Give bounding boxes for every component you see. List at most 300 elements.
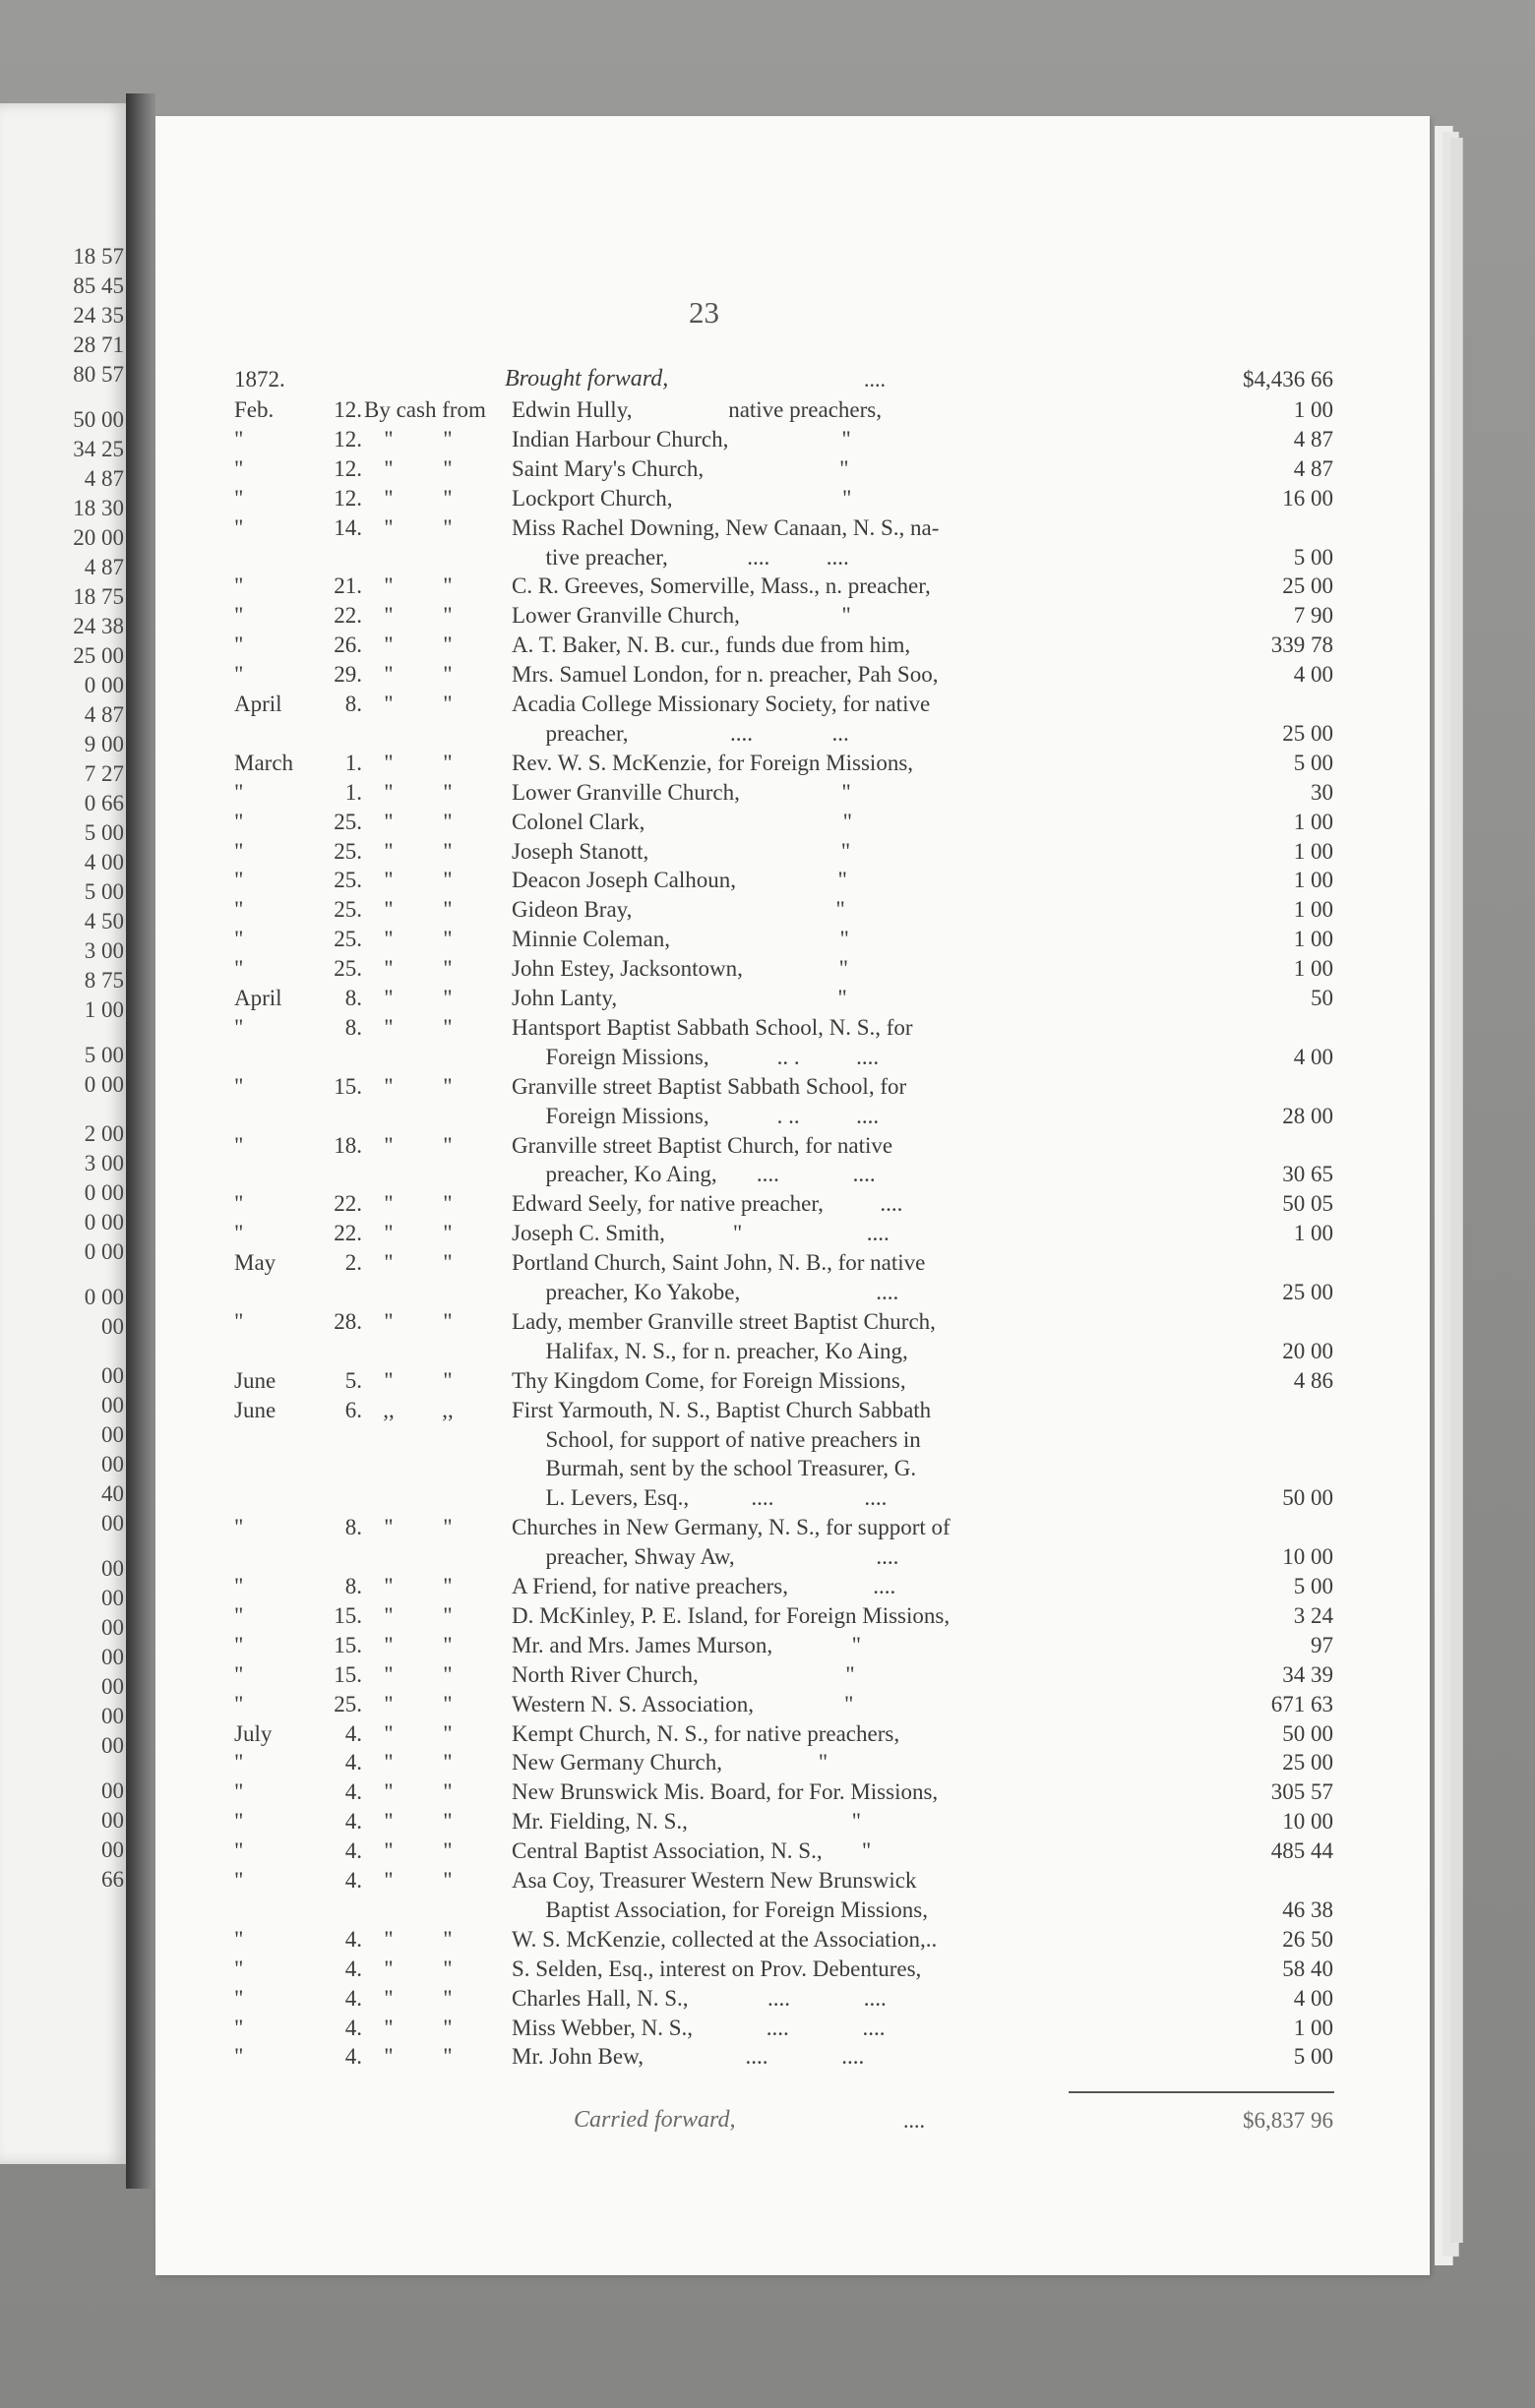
ledger-row (155, 1571, 1430, 1601)
entry-ditto: " (384, 1985, 394, 2011)
entry-description: Mr. and Mrs. James Murson, " (512, 1632, 862, 1657)
entry-ditto: " (384, 1515, 394, 1540)
entry-month: " (234, 1661, 244, 1687)
entry-month: " (234, 1515, 244, 1540)
entry-ditto: " (443, 1750, 453, 1776)
entry-ditto: " (443, 1602, 453, 1628)
entry-description: preacher, Shway Aw, .... (512, 1544, 899, 1570)
left-page-amount: 4 50 (84, 909, 124, 933)
ledger-row (155, 1159, 1430, 1189)
left-page-amount: 25 00 (73, 643, 124, 668)
entry-description: Gideon Bray, " (512, 897, 845, 923)
ledger-row (155, 1042, 1430, 1072)
entry-ditto: " (443, 986, 453, 1010)
entry-amount: 25 00 (1282, 1280, 1333, 1304)
entry-month: June (234, 1397, 276, 1422)
entry-day: 14. (334, 514, 362, 540)
entry-amount: 28 00 (1282, 1103, 1333, 1128)
entry-ditto: " (443, 779, 453, 805)
entry-ditto: " (384, 1014, 394, 1040)
entry-description: Saint Mary's Church, " (512, 455, 849, 481)
entry-ditto: " (443, 868, 453, 893)
entry-description: Lockport Church, " (512, 485, 852, 511)
entry-day: 4. (344, 2044, 362, 2070)
entry-description: Joseph Stanott, " (512, 838, 851, 864)
left-page-amount: 0 00 (84, 1072, 124, 1097)
left-page-amount: 0 00 (84, 1239, 124, 1264)
entry-description: S. Selden, Esq., interest on Prov. Debentures, (512, 1956, 922, 1981)
entry-month: " (234, 927, 244, 952)
entry-description: John Estey, Jacksontown, " (512, 956, 849, 982)
entry-description: Thy Kingdom Come, for Foreign Missions, (512, 1367, 906, 1393)
entry-description: L. Levers, Esq., .... .... (512, 1485, 888, 1511)
entry-description: John Lanty, " (512, 986, 847, 1010)
entry-month: " (234, 662, 244, 688)
entry-amount: 1 00 (1293, 838, 1333, 864)
entry-amount: 34 39 (1282, 1661, 1333, 1687)
entry-ditto: " (384, 809, 394, 834)
entry-description: tive preacher, .... .... (512, 544, 849, 570)
entry-ditto: " (384, 1632, 394, 1657)
entry-month: " (234, 632, 244, 658)
entry-day: 4. (344, 1809, 362, 1835)
left-page-amount: 40 (101, 1481, 124, 1506)
ledger-page (155, 116, 1430, 2275)
entry-description: North River Church, " (512, 1661, 855, 1687)
entry-ditto: " (443, 1515, 453, 1540)
entry-description: Western N. S. Association, " (512, 1691, 854, 1716)
entry-ditto: " (384, 455, 394, 481)
left-page-amount: 66 (101, 1867, 124, 1892)
entry-month: " (234, 1574, 244, 1598)
entry-ditto: " (384, 1868, 394, 1893)
entry-amount: 1 00 (1293, 2015, 1333, 2040)
entry-day: 5. (344, 1367, 362, 1393)
entry-amount: 4 00 (1293, 662, 1333, 688)
entry-ditto: " (443, 1809, 453, 1835)
entry-description: New Germany Church, " (512, 1750, 829, 1776)
entry-day: 8. (344, 692, 362, 716)
entry-amount: 339 78 (1270, 632, 1333, 658)
entry-description: Mrs. Samuel London, for n. preacher, Pah Soo, (512, 662, 939, 688)
entry-month: Feb. (234, 397, 275, 422)
ledger-row (155, 1101, 1430, 1131)
entry-day: 25. (334, 868, 362, 893)
entry-amount: 1 00 (1293, 927, 1333, 952)
left-page-amount: 00 (101, 1778, 124, 1803)
entry-day: 25. (334, 1691, 362, 1716)
entry-ditto: " (384, 573, 394, 599)
entry-amount: 1 00 (1293, 1221, 1333, 1246)
carried-forward-label: Carried forward, (574, 2107, 736, 2133)
entry-ditto: " (443, 956, 453, 982)
left-page-amount: 4 00 (84, 850, 124, 874)
left-page-amount: 24 35 (73, 303, 124, 328)
entry-day: 4. (344, 2015, 362, 2040)
year-label: 1872. (234, 367, 285, 391)
left-page-amount: 20 00 (73, 525, 124, 550)
left-page-amount: 1 00 (84, 997, 124, 1022)
entry-ditto: " (384, 1132, 394, 1158)
ledger-row (155, 1541, 1430, 1572)
carried-forward-amount: $6,837 96 (1243, 2108, 1333, 2133)
entry-day: 25. (334, 956, 362, 982)
entry-amount: 4 00 (1293, 1985, 1333, 2011)
entry-description: Indian Harbour Church, " (512, 426, 851, 452)
entry-amount: 50 00 (1282, 1720, 1333, 1746)
left-page-amount: 5 00 (84, 1043, 124, 1067)
entry-day: 15. (334, 1602, 362, 1628)
entry-month: " (234, 1191, 244, 1217)
entry-month: " (234, 603, 244, 629)
entry-ditto: " (384, 927, 394, 952)
left-page-amount: 00 (101, 1674, 124, 1699)
entry-description: Miss Rachel Downing, New Canaan, N. S., na- (512, 514, 940, 540)
ledger-row (155, 1482, 1430, 1513)
entry-description: Granville street Baptist Church, for native (512, 1132, 893, 1158)
book-gutter (126, 93, 155, 2189)
ledger-row (155, 1747, 1430, 1777)
left-page-amount: 34 25 (73, 437, 124, 461)
left-page-amount: 00 (101, 1363, 124, 1388)
entry-month: June (234, 1367, 276, 1393)
left-page-amount: 28 71 (73, 332, 124, 357)
left-page-amount: 00 (101, 1556, 124, 1581)
entry-ditto: " (443, 514, 453, 540)
entry-day: 6. (344, 1397, 362, 1422)
entry-month: " (234, 573, 244, 599)
ledger-row (155, 689, 1430, 719)
entry-month: " (234, 1221, 244, 1246)
entry-ditto: " (384, 1191, 394, 1217)
ledger-row (155, 1718, 1430, 1749)
entry-amount: 25 00 (1282, 1750, 1333, 1776)
entry-day: 8. (344, 1515, 362, 1540)
entry-month: " (234, 455, 244, 481)
entry-description: A. T. Baker, N. B. cur., funds due from him, (512, 632, 911, 658)
entry-amount: 1 00 (1293, 397, 1333, 422)
ledger-row (155, 1277, 1430, 1307)
entry-amount: 4 00 (1293, 1044, 1333, 1069)
entry-ditto: " (384, 692, 394, 716)
ledger-row (155, 1453, 1430, 1483)
entry-day: 29. (334, 662, 362, 688)
ledger-row (155, 1600, 1430, 1631)
left-page-amount: 00 (101, 1615, 124, 1640)
entry-month: " (234, 1985, 244, 2011)
entry-ditto: ,, (442, 1397, 454, 1422)
entry-day: 1. (344, 779, 362, 805)
entry-ditto: " (384, 1809, 394, 1835)
entry-day: 4. (344, 1720, 362, 1746)
entry-month: " (234, 1956, 244, 1981)
entry-ditto: " (384, 1250, 394, 1276)
ledger-row (155, 512, 1430, 543)
left-page-amount: 00 (101, 1586, 124, 1610)
entry-day: 25. (334, 927, 362, 952)
left-page-amount: 00 (101, 1733, 124, 1758)
entry-day: 22. (334, 1221, 362, 1246)
ledger-row (155, 1865, 1430, 1896)
entry-description: Portland Church, Saint John, N. B., for native (512, 1250, 926, 1276)
entry-day: 8. (344, 1014, 362, 1040)
entry-day: 25. (334, 838, 362, 864)
entry-amount: 4 87 (1293, 426, 1333, 452)
left-page-amount: 18 30 (73, 496, 124, 520)
entry-day: 22. (334, 603, 362, 629)
entry-month: " (234, 426, 244, 452)
entry-ditto: " (443, 1838, 453, 1864)
entry-description: Miss Webber, N. S., .... .... (512, 2015, 886, 2040)
entry-day: 4. (344, 1838, 362, 1864)
entry-description: Mr. John Bew, .... .... (512, 2044, 865, 2070)
entry-description: C. R. Greeves, Somerville, Mass., n. preacher, (512, 573, 931, 599)
left-page-amount: 3 00 (84, 1151, 124, 1175)
ledger-row (155, 1512, 1430, 1542)
left-page-amount: 00 (101, 1511, 124, 1535)
ledger-row (155, 1836, 1430, 1866)
ledger-row (155, 1336, 1430, 1366)
entry-amount: 1 00 (1293, 956, 1333, 982)
ledger-row (155, 1306, 1430, 1337)
entry-description: A Friend, for native preachers, .... (512, 1574, 896, 1598)
entry-ditto: " (384, 986, 394, 1010)
entry-amount: 305 57 (1270, 1779, 1333, 1805)
entry-amount: 97 (1311, 1632, 1333, 1657)
left-page-amount: 8 75 (84, 968, 124, 993)
entry-amount: 50 (1311, 986, 1333, 1010)
entry-day: 12. (334, 397, 362, 422)
entry-month: " (234, 809, 244, 834)
left-page-amount: 5 00 (84, 879, 124, 904)
entry-month: April (234, 692, 282, 716)
entry-ditto: " (384, 1956, 394, 1981)
entry-ditto: " (443, 838, 453, 864)
entry-ditto: " (443, 2015, 453, 2040)
entry-description: W. S. McKenzie, collected at the Association,.. (512, 1926, 938, 1952)
ledger-row (155, 1983, 1430, 2014)
entry-ditto: " (384, 662, 394, 688)
entry-ditto: " (443, 1661, 453, 1687)
entry-description: Halifax, N. S., for n. preacher, Ko Aing, (512, 1338, 908, 1363)
entry-ditto: " (443, 603, 453, 629)
entry-day: 4. (344, 1750, 362, 1776)
entry-ditto: " (443, 455, 453, 481)
total-rule (1069, 2091, 1334, 2093)
entry-ditto: " (443, 1574, 453, 1598)
ledger-row (155, 1247, 1430, 1278)
entry-ditto: " (443, 1868, 453, 1893)
entry-ditto: ,, (383, 1397, 395, 1422)
left-page-amount: 24 38 (73, 614, 124, 638)
entry-day: 2. (344, 1250, 362, 1276)
entry-ditto: " (384, 1367, 394, 1393)
entry-ditto: " (443, 1132, 453, 1158)
entry-description: Edward Seely, for native preacher, .... (512, 1191, 903, 1217)
entry-amount: 5 00 (1293, 2044, 1333, 2070)
entry-month: May (234, 1250, 276, 1276)
entry-description: Charles Hall, N. S., .... .... (512, 1985, 887, 2011)
entry-day: 1. (344, 750, 362, 775)
entry-day: 25. (334, 897, 362, 923)
entry-description: preacher, .... ... (512, 720, 849, 746)
entry-ditto: " (384, 1838, 394, 1864)
entry-day: 8. (344, 986, 362, 1010)
entry-ditto: " (384, 779, 394, 805)
entry-amount: 16 00 (1282, 485, 1333, 511)
ledger-row (155, 1365, 1430, 1396)
entry-description: Lady, member Granville street Baptist Church, (512, 1308, 936, 1334)
entry-ditto: " (443, 1691, 453, 1716)
left-page-amount: 4 87 (84, 466, 124, 491)
entry-description: Rev. W. S. McKenzie, for Foreign Missions, (512, 750, 914, 775)
entry-amount: 5 00 (1293, 544, 1333, 570)
ledger-row (155, 1689, 1430, 1719)
ledger-row (155, 600, 1430, 631)
ledger-row (155, 1630, 1430, 1660)
ledger-row (155, 453, 1430, 484)
entry-month: March (234, 750, 294, 775)
entry-ditto: " (443, 1250, 453, 1276)
entry-ditto: " (384, 1926, 394, 1952)
left-page-amount: 00 (101, 1393, 124, 1417)
entry-description: Foreign Missions, . .. .... (512, 1103, 880, 1128)
entry-ditto: " (384, 2015, 394, 2040)
ledger-row (155, 2041, 1430, 2072)
entry-month: " (234, 1308, 244, 1334)
entry-description: Kempt Church, N. S., for native preachers, (512, 1720, 900, 1746)
entry-day: 12. (334, 426, 362, 452)
ledger-row (155, 807, 1430, 837)
entry-amount: 1 00 (1293, 809, 1333, 834)
entry-description: School, for support of native preachers in (512, 1426, 921, 1452)
entry-description: preacher, Ko Yakobe, .... (512, 1280, 899, 1304)
entry-amount: 5 00 (1293, 750, 1333, 775)
ledger-row (155, 983, 1430, 1013)
entry-month: " (234, 868, 244, 893)
entry-day: 4. (344, 1956, 362, 1981)
entry-description: preacher, Ko Aing, .... .... (512, 1162, 876, 1187)
entry-month: " (234, 514, 244, 540)
entry-day: 18. (334, 1132, 362, 1158)
brought-forward-dots: .... (864, 367, 886, 391)
entry-month: " (234, 1073, 244, 1099)
entry-by-cash: By cash from (364, 397, 486, 422)
entry-amount: 50 00 (1282, 1485, 1333, 1511)
entry-ditto: " (443, 750, 453, 775)
entry-month: " (234, 956, 244, 982)
entry-ditto: " (443, 632, 453, 658)
entry-month: " (234, 1838, 244, 1864)
entry-amount: 671 63 (1270, 1691, 1333, 1716)
entry-month: " (234, 1750, 244, 1776)
ledger-row (155, 1395, 1430, 1425)
page-edge (1450, 138, 1463, 2243)
entry-month: " (234, 1868, 244, 1893)
entry-ditto: " (384, 603, 394, 629)
entry-ditto: " (443, 1308, 453, 1334)
left-page-amount: 0 00 (84, 673, 124, 697)
brought-forward-label: Brought forward, (505, 366, 669, 391)
left-page-amount: 00 (101, 1704, 124, 1728)
entry-ditto: " (384, 897, 394, 923)
entry-ditto: " (443, 809, 453, 834)
entry-amount: 46 38 (1282, 1896, 1333, 1922)
entry-description: Churches in New Germany, N. S., for support of (512, 1515, 951, 1540)
entry-ditto: " (384, 1691, 394, 1716)
left-page-amount: 9 00 (84, 732, 124, 756)
entry-day: 25. (334, 809, 362, 834)
entry-ditto: " (384, 1779, 394, 1805)
left-page-amount: 3 00 (84, 938, 124, 963)
entry-month: " (234, 897, 244, 923)
ledger-row (155, 1424, 1430, 1455)
entry-amount: 30 (1311, 779, 1333, 805)
entry-day: 15. (334, 1073, 362, 1099)
entry-ditto: " (384, 1221, 394, 1246)
page-number: 23 (689, 295, 719, 330)
ledger-row (155, 542, 1430, 572)
entry-description: First Yarmouth, N. S., Baptist Church Sabbath (512, 1397, 932, 1422)
entry-month: " (234, 485, 244, 511)
ledger-row (155, 424, 1430, 454)
ledger-row (155, 1218, 1430, 1248)
entry-ditto: " (384, 1750, 394, 1776)
entry-description: Baptist Association, for Foreign Missions, (512, 1896, 928, 1922)
entry-description: Lower Granville Church, " (512, 779, 851, 805)
entry-amount: 25 00 (1282, 573, 1333, 599)
ledger-row (155, 2013, 1430, 2043)
entry-ditto: " (443, 897, 453, 923)
ledger-row (155, 865, 1430, 895)
entry-ditto: " (384, 1073, 394, 1099)
entry-day: 15. (334, 1661, 362, 1687)
brought-forward-amount: $4,436 66 (1243, 367, 1333, 391)
left-page-amount: 2 00 (84, 1121, 124, 1146)
left-page-amount: 00 (101, 1314, 124, 1339)
entry-amount: 7 90 (1293, 603, 1333, 629)
left-page-amount: 80 57 (73, 362, 124, 387)
entry-ditto: " (443, 1014, 453, 1040)
entry-day: 12. (334, 455, 362, 481)
ledger-row (155, 1012, 1430, 1043)
ledger-row (155, 394, 1430, 425)
entry-description: New Brunswick Mis. Board, for For. Missions, (512, 1779, 939, 1805)
entry-ditto: " (384, 1720, 394, 1746)
entry-ditto: " (443, 1073, 453, 1099)
left-page-amount: 7 27 (84, 761, 124, 786)
ledger-row (155, 748, 1430, 778)
left-page-amount: 00 (101, 1452, 124, 1476)
entry-ditto: " (384, 426, 394, 452)
entry-ditto: " (443, 1985, 453, 2011)
entry-amount: 50 05 (1282, 1191, 1333, 1217)
entry-ditto: " (443, 1632, 453, 1657)
entry-description: Burmah, sent by the school Treasurer, G. (512, 1456, 917, 1481)
entry-month: " (234, 1926, 244, 1952)
entry-description: Central Baptist Association, N. S., " (512, 1838, 872, 1864)
left-page-amount: 5 00 (84, 820, 124, 845)
ledger-row (155, 1659, 1430, 1690)
entry-month: " (234, 1602, 244, 1628)
entry-ditto: " (384, 514, 394, 540)
entry-month: " (234, 2044, 244, 2070)
ledger-row (155, 1776, 1430, 1807)
ledger-row (155, 1806, 1430, 1836)
left-page-amount: 00 (101, 1808, 124, 1833)
ledger-row (155, 571, 1430, 601)
entry-ditto: " (384, 1308, 394, 1334)
